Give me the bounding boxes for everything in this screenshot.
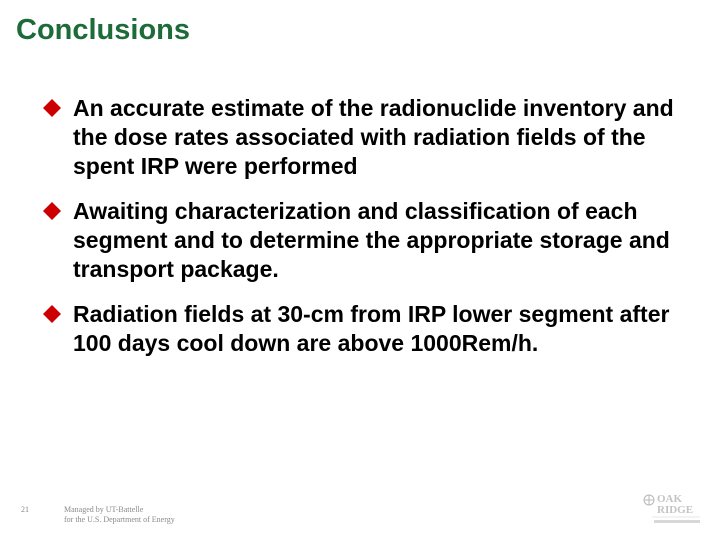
- bullet-text: Awaiting characterization and classification of each segment and to determine the appropriate storage and transport package.: [73, 198, 670, 282]
- bullet-item: [42, 197, 702, 284]
- diamond-bullet-icon: [42, 304, 62, 324]
- svg-text:OAK: OAK: [657, 493, 683, 505]
- page-number: 21: [21, 505, 29, 514]
- bullet-item: [42, 94, 702, 181]
- diamond-bullet-icon: [42, 201, 62, 221]
- bullet-list: [42, 94, 702, 374]
- svg-text:RIDGE: RIDGE: [657, 504, 694, 516]
- footer-managed-by: Managed by UT-Battelle: [64, 505, 144, 514]
- bullet-item: [42, 300, 702, 358]
- oak-ridge-logo-icon: [640, 488, 702, 528]
- bullet-text: Radiation fields at 30-cm from IRP lower segment after 100 days cool down are above 1000Rem/h.: [73, 301, 670, 356]
- footer-for-doe: for the U.S. Department of Energy: [64, 515, 175, 524]
- slide-title: Conclusions: [16, 14, 191, 46]
- footer-credit: [64, 505, 175, 525]
- diamond-bullet-icon: [42, 98, 62, 118]
- bullet-text: An accurate estimate of the radionuclide inventory and the dose rates associated with radiation fields of the spent IRP were performed: [73, 95, 674, 179]
